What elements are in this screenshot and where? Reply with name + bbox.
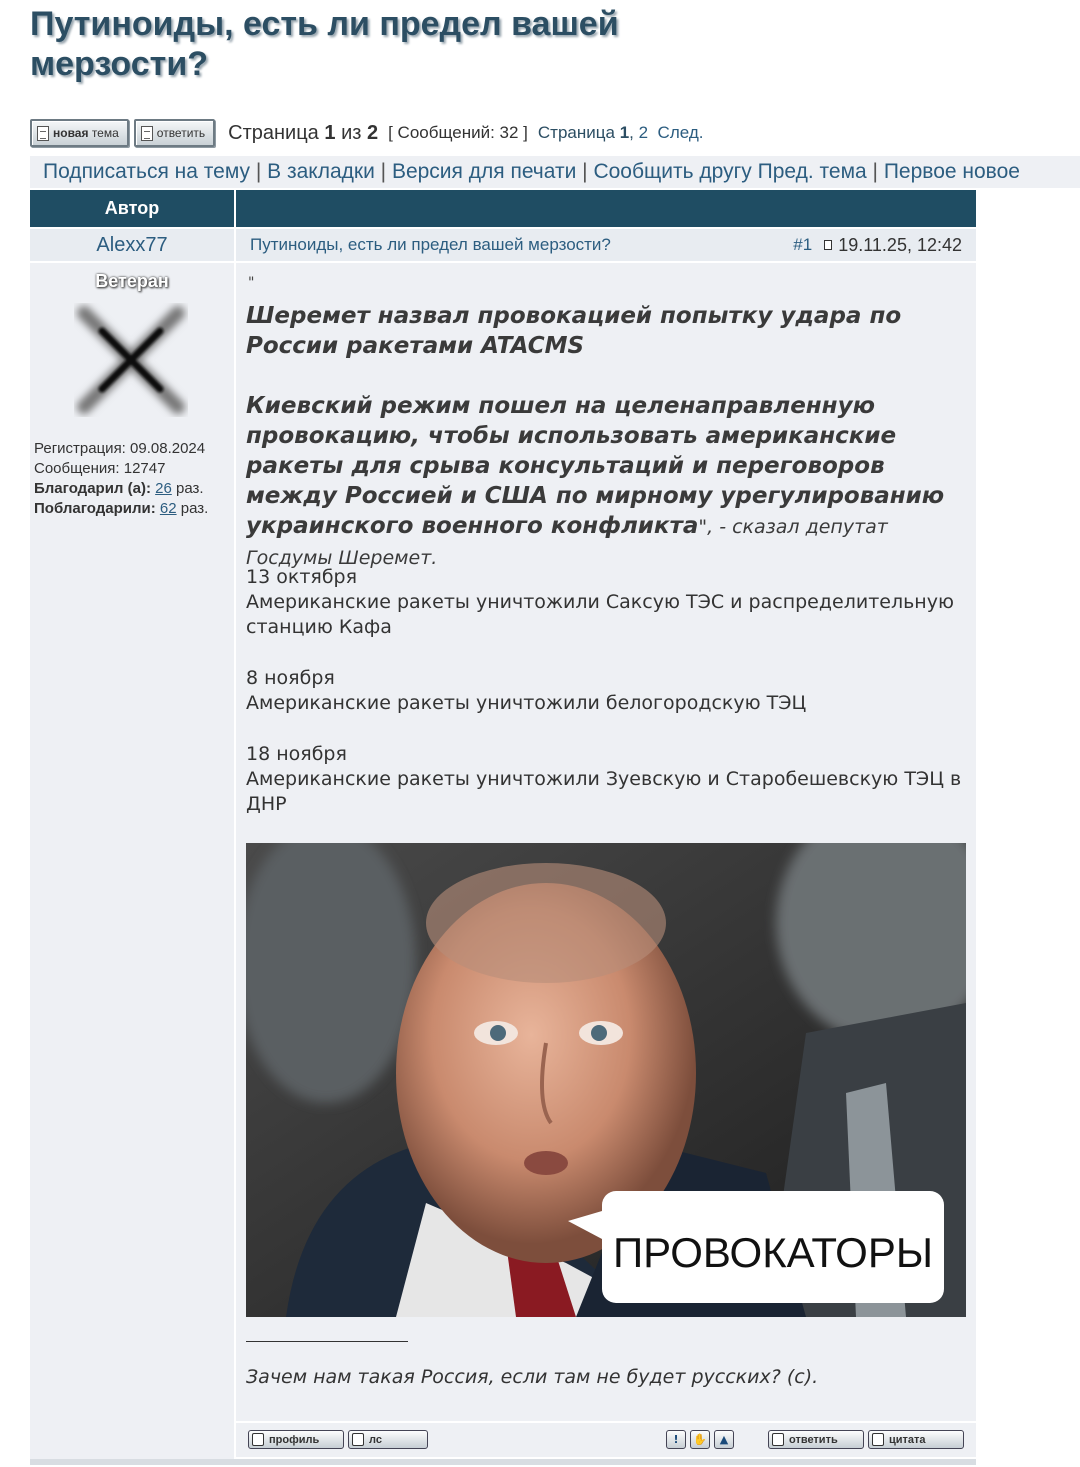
prev-topic-link[interactable]: Пред. тема <box>757 160 867 183</box>
event-date: 18 ноября <box>246 743 347 765</box>
thanks-button[interactable] <box>690 1430 710 1449</box>
subscribe-link[interactable]: Подписаться на тему <box>43 160 250 183</box>
pagination-current: 1 <box>619 123 630 142</box>
post-subject[interactable]: Путиноиды, есть ли предел вашей мерзости? <box>250 235 611 254</box>
thanked-label: Благодарил (а): <box>34 480 151 497</box>
quote-text: Киевский режим пошел на целенаправленную провокацию, чтобы использовать американские ракеты для срыва консультаций и переговоров между Россией и США по мирному урегулированию украинского военного конфликта <box>246 393 945 539</box>
report-button[interactable]: ! <box>666 1430 686 1449</box>
post-meta <box>236 229 976 261</box>
post-header-row <box>30 229 976 261</box>
reply-button-label: ответить <box>789 1433 838 1446</box>
thanked-count-link[interactable]: 26 <box>155 480 172 497</box>
page-word: Страница <box>228 121 319 144</box>
new-topic-label-bold: новая <box>53 126 89 140</box>
quote-headline: Шеремет назвал провокацией попытку удара по России ракетами ATACMS <box>246 303 902 359</box>
profile-icon <box>252 1433 264 1446</box>
user-rank: Ветеран <box>95 271 169 291</box>
signature-divider <box>246 1341 408 1342</box>
reply-button[interactable] <box>768 1430 864 1449</box>
quote-button-label: цитата <box>889 1433 926 1446</box>
table-header <box>30 190 976 227</box>
page-total: 2 <box>366 121 379 144</box>
quote-icon <box>872 1433 884 1446</box>
profile-button-label: профиль <box>269 1433 320 1446</box>
registration-date: 09.08.2024 <box>130 440 206 457</box>
list-item <box>246 742 966 817</box>
pagination-page-2[interactable]: 2 <box>638 123 649 142</box>
user-stats <box>34 439 208 519</box>
post-image <box>246 843 966 1317</box>
post-quote <box>246 301 958 573</box>
thanked-row <box>34 479 208 499</box>
message-column-header <box>236 190 976 227</box>
post-body <box>236 263 976 1421</box>
reply-topic-button[interactable] <box>134 119 215 147</box>
page-of: из <box>341 121 362 144</box>
post-signature: Зачем нам такая Россия, если там не будет русских? (с). <box>246 1366 819 1388</box>
event-text: Американские ракеты уничтожили Зуевскую и Старобешевскую ТЭЦ в ДНР <box>246 768 962 815</box>
topic-title: Путиноиды, есть ли предел вашей мерзости? <box>30 5 619 83</box>
reply-icon <box>772 1433 784 1446</box>
avatar <box>74 303 188 417</box>
thanked-by-label: Поблагодарили: <box>34 500 156 517</box>
list-item <box>246 565 966 640</box>
event-text: Американские ракеты уничтожили белогородскую ТЭЦ <box>246 692 807 714</box>
post-time-text: 19.11.25, 12:42 <box>838 234 962 255</box>
times-word: раз. <box>180 500 209 517</box>
print-version-link[interactable]: Версия для печати <box>391 160 577 183</box>
registration-label: Регистрация: <box>34 440 126 457</box>
page-indicator <box>228 122 378 145</box>
registration-row <box>34 439 208 459</box>
post-number[interactable]: #1 <box>793 235 813 254</box>
author-profile-panel <box>30 263 234 1459</box>
posts-count: 12747 <box>123 460 166 477</box>
message-count: [ Сообщений: 32 ] <box>388 123 528 142</box>
posts-label: Сообщения: <box>34 460 120 477</box>
pagination: Страница 1, 2 След. <box>537 123 704 142</box>
page-current: 1 <box>324 121 336 144</box>
image-caption: ПРОВОКАТОРЫ <box>612 1229 934 1276</box>
new-topic-button[interactable] <box>30 119 129 147</box>
first-new-link[interactable]: Первое новое <box>883 160 1020 183</box>
post-link-icon[interactable] <box>824 240 832 250</box>
private-message-label: лс <box>369 1433 382 1446</box>
event-date: 13 октября <box>246 566 358 588</box>
topic-toolbar <box>30 117 703 149</box>
event-date: 8 ноября <box>246 667 335 689</box>
new-topic-label-rest: тема <box>88 126 119 140</box>
document-icon <box>37 126 49 141</box>
thumbs-up-icon: ✋ <box>693 1433 707 1446</box>
bookmarks-link[interactable]: В закладки <box>267 160 375 183</box>
arrow-up-icon: ▲ <box>719 1433 729 1446</box>
tell-friend-link[interactable]: Сообщить другу <box>593 160 752 183</box>
post-author[interactable]: Alexx77 <box>30 229 234 261</box>
thanked-by-count-link[interactable]: 62 <box>159 500 177 517</box>
profile-button[interactable] <box>248 1430 344 1449</box>
post-actions-bar <box>236 1423 976 1457</box>
users-icon <box>352 1433 364 1446</box>
post-bottom-divider <box>30 1459 976 1465</box>
quote-attribution: ", - сказал депутат Госдумы Шеремет. <box>246 516 888 569</box>
event-text: Американские ракеты уничтожили Саксую ТЭС и распределительную станцию Кафа <box>246 591 954 638</box>
quote-open-mark: " <box>248 275 255 291</box>
pagination-label: Страница <box>537 123 615 142</box>
private-message-button[interactable] <box>348 1430 428 1449</box>
thanked-by-row <box>34 499 208 519</box>
author-column-header: Автор <box>30 190 234 227</box>
topic-actions-bar: Подписаться на тему | В закладки | Версия для печати | Сообщить другу Пред. тема | Первое новое <box>30 156 1080 188</box>
posts-row <box>34 459 208 479</box>
post-time <box>824 235 962 256</box>
reply-topic-label: ответить <box>156 126 206 140</box>
events-list <box>246 565 966 843</box>
document-icon <box>141 126 153 141</box>
scroll-top-button[interactable] <box>714 1430 734 1449</box>
times-word: раз. <box>175 480 204 497</box>
pagination-next[interactable]: След. <box>657 123 704 142</box>
quote-button[interactable] <box>868 1430 964 1449</box>
list-item <box>246 666 966 716</box>
